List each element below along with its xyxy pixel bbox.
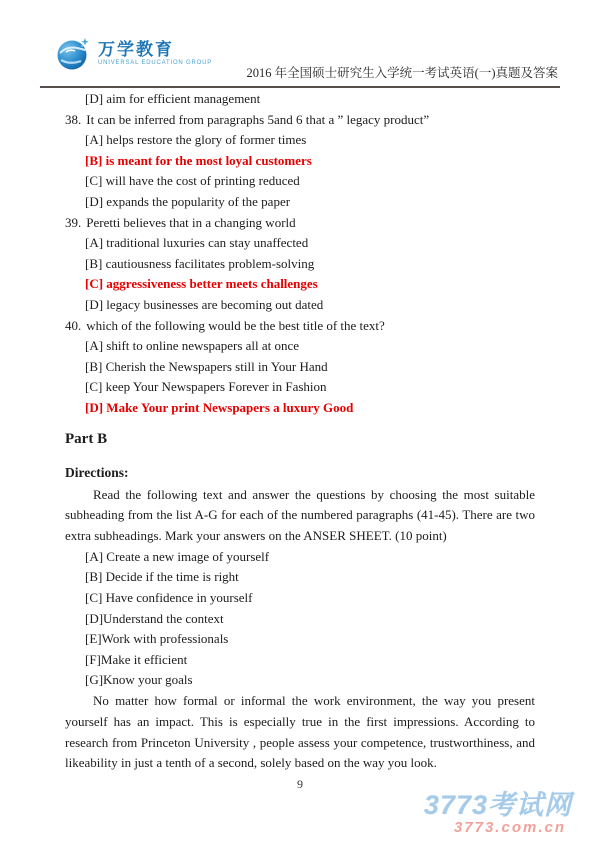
watermark-site-name: 3773考试网 bbox=[423, 790, 572, 820]
subheading-C: [C] Have confidence in yourself bbox=[85, 590, 253, 606]
subheading-D: [D]Understand the context bbox=[85, 610, 224, 626]
question-38-stem: It can be inferred from paragraphs 5and 6 that a ” legacy product” bbox=[86, 111, 430, 127]
question-39-stem: Peretti believes that in a changing world bbox=[86, 214, 296, 230]
subheading-F: [F]Make it efficient bbox=[85, 651, 188, 667]
brand-subtitle: UNIVERSAL EDUCATION GROUP bbox=[98, 60, 213, 66]
option-40-D: [D] Make Your print Newspapers a luxury Good bbox=[85, 399, 354, 415]
option-38-A: [A] helps restore the glory of former times bbox=[85, 132, 307, 148]
question-40-stem: which of the following would be the best title of the text? bbox=[86, 317, 385, 333]
brand-name: 万学教育 bbox=[98, 40, 174, 59]
question-38-number: 38. bbox=[65, 111, 82, 127]
option-40-B: [B] Cherish the Newspapers still in Your Hand bbox=[85, 358, 328, 374]
brand-logo bbox=[56, 36, 212, 71]
page-number: 9 bbox=[297, 777, 303, 792]
sparkle-icon bbox=[81, 38, 89, 46]
question-39-number: 39. bbox=[65, 214, 82, 230]
question-39 bbox=[65, 213, 535, 234]
question-40 bbox=[65, 316, 535, 337]
directions-label: Directions: bbox=[65, 464, 129, 480]
globe-icon bbox=[56, 36, 92, 71]
directions-paragraph: Read the following text and answer the questions by choosing the most suitable subheading from the list A-G for each of the numbered paragraphs (41-45). There are two extra subheadings. Mark your answers on the ANSER SHEET. (10 point) bbox=[65, 486, 535, 544]
document-title: 2016 年全国硕士研究生入学统一考试英语(一)真题及答案 bbox=[246, 66, 558, 80]
option-38-D: [D] expands the popularity of the paper bbox=[85, 193, 291, 209]
option-37-D: [D] aim for efficient management bbox=[85, 91, 261, 106]
subheading-B: [B] Decide if the time is right bbox=[85, 569, 239, 585]
option-38-C: [C] will have the cost of printing reduced bbox=[85, 173, 300, 189]
option-39-D: [D] legacy businesses are becoming out dated bbox=[85, 296, 324, 312]
part-b-heading: Part B bbox=[65, 430, 108, 447]
document-body bbox=[0, 88, 600, 792]
option-38-B: [B] is meant for the most loyal customers bbox=[85, 152, 312, 168]
option-39-A: [A] traditional luxuries can stay unaffected bbox=[85, 235, 309, 251]
site-watermark bbox=[424, 791, 572, 837]
subheading-E: [E]Work with professionals bbox=[85, 631, 229, 647]
option-40-C: [C] keep Your Newspapers Forever in Fashion bbox=[85, 379, 327, 395]
page-header bbox=[0, 0, 600, 86]
question-38 bbox=[65, 110, 535, 131]
subheading-G: [G]Know your goals bbox=[85, 672, 193, 688]
watermark-site-url: 3773.com.cn bbox=[453, 819, 566, 836]
subheading-A: [A] Create a new image of yourself bbox=[85, 548, 270, 564]
option-39-C: [C] aggressiveness better meets challenges bbox=[85, 276, 318, 292]
closing-paragraph: No matter how formal or informal the work environment, the way you present yourself has an impact. This is especially true in the first impressions. According to research from Princeton University , people assess your competence, trustworthiness, and likeability in just a tenth of a second, solely based on the way you look. bbox=[65, 693, 535, 771]
option-39-B: [B] cautiousness facilitates problem-solving bbox=[85, 255, 315, 271]
option-40-A: [A] shift to online newspapers all at once bbox=[85, 338, 300, 354]
question-40-number: 40. bbox=[65, 317, 82, 333]
